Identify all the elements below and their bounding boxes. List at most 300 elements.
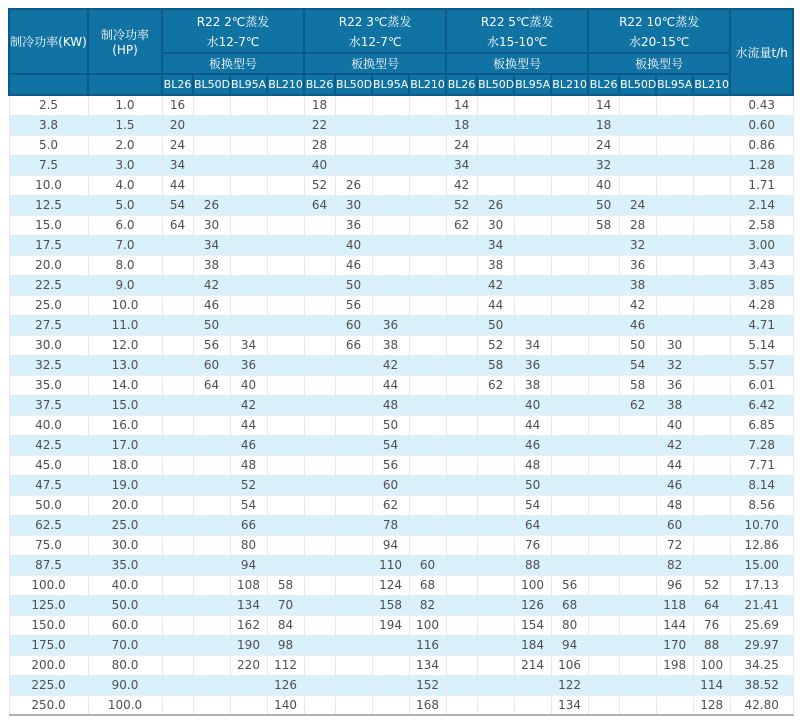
cell-model-value <box>230 135 267 155</box>
cell-model-value <box>551 315 588 335</box>
cell-model-value <box>551 255 588 275</box>
cell-model-value <box>656 195 693 215</box>
cell-model-value <box>588 315 619 335</box>
table-row <box>9 135 793 155</box>
cell-model-value <box>372 135 409 155</box>
cell-model-value <box>267 175 304 195</box>
cell-model-value <box>304 575 335 595</box>
cell-model-value <box>514 695 551 715</box>
cell-model-value <box>619 115 656 135</box>
cell-model-value <box>588 335 619 355</box>
cell-model-value <box>693 135 730 155</box>
cell-model-value: 50 <box>335 275 372 295</box>
cell-model-value <box>588 535 619 555</box>
cell-cooling-power-hp: 50.0 <box>88 595 162 615</box>
cell-water-flow: 0.43 <box>730 95 793 115</box>
cell-model-value <box>230 195 267 215</box>
cell-model-value <box>477 515 514 535</box>
cell-model-value: 126 <box>514 595 551 615</box>
cell-model-value: 30 <box>477 215 514 235</box>
cell-model-value: 34 <box>230 335 267 355</box>
cell-model-value <box>162 615 193 635</box>
cell-model-value <box>551 335 588 355</box>
cell-model-value <box>409 515 446 535</box>
cell-model-value <box>693 255 730 275</box>
table-row <box>9 515 793 535</box>
cell-model-value <box>193 135 230 155</box>
cell-model-value <box>619 175 656 195</box>
cell-cooling-power-kw: 45.0 <box>9 455 88 475</box>
cell-water-flow: 1.28 <box>730 155 793 175</box>
cell-water-flow: 12.86 <box>730 535 793 555</box>
cell-model-value <box>656 695 693 715</box>
cell-model-value: 68 <box>551 595 588 615</box>
cell-model-value <box>372 255 409 275</box>
cell-model-value <box>551 355 588 375</box>
cell-model-value: 126 <box>267 675 304 695</box>
cell-model-value <box>335 395 372 415</box>
cell-model-value <box>588 395 619 415</box>
cell-model-value: 26 <box>193 195 230 215</box>
cell-model-value: 62 <box>477 375 514 395</box>
cell-model-value <box>267 495 304 515</box>
cell-model-value <box>446 395 477 415</box>
cell-model-value <box>656 175 693 195</box>
cell-model-value: 24 <box>619 195 656 215</box>
table-row <box>9 495 793 515</box>
cell-water-flow: 15.00 <box>730 555 793 575</box>
cell-model-value <box>446 455 477 475</box>
cell-model-value: 34 <box>477 235 514 255</box>
cell-model-value <box>588 695 619 715</box>
cell-model-value <box>619 595 656 615</box>
cell-model-value: 36 <box>656 375 693 395</box>
cell-model-value <box>162 435 193 455</box>
cell-model-value <box>446 695 477 715</box>
header-group-r22-10c <box>588 9 730 53</box>
cell-model-value: 40 <box>656 415 693 435</box>
cell-model-value <box>477 395 514 415</box>
cell-model-value <box>551 195 588 215</box>
cell-model-value <box>656 275 693 295</box>
cell-model-value <box>446 575 477 595</box>
cell-cooling-power-hp: 40.0 <box>88 575 162 595</box>
table-row <box>9 95 793 115</box>
cell-model-value <box>588 435 619 455</box>
header-model-bl26: BL26 <box>588 74 619 95</box>
cell-model-value: 50 <box>193 315 230 335</box>
cell-cooling-power-kw: 5.0 <box>9 135 88 155</box>
cell-model-value <box>409 375 446 395</box>
cell-model-value <box>372 215 409 235</box>
cell-model-value <box>372 695 409 715</box>
cell-model-value: 30 <box>656 335 693 355</box>
cell-model-value <box>335 355 372 375</box>
cell-model-value: 80 <box>551 615 588 635</box>
cell-model-value <box>335 95 372 115</box>
cell-model-value <box>193 615 230 635</box>
cell-model-value <box>230 155 267 175</box>
cell-model-value <box>514 675 551 695</box>
cell-cooling-power-kw: 62.5 <box>9 515 88 535</box>
cell-model-value <box>267 235 304 255</box>
cell-model-value <box>551 295 588 315</box>
header-model-bl26: BL26 <box>162 74 193 95</box>
cell-model-value <box>446 415 477 435</box>
cell-model-value <box>477 435 514 455</box>
cell-model-value <box>409 275 446 295</box>
cell-model-value <box>656 115 693 135</box>
cell-model-value <box>693 115 730 135</box>
header-group-r22-3c <box>304 9 446 53</box>
cell-model-value <box>446 355 477 375</box>
cell-model-value <box>162 595 193 615</box>
cell-model-value <box>514 315 551 335</box>
cell-model-value <box>372 275 409 295</box>
cell-cooling-power-kw: 30.0 <box>9 335 88 355</box>
cell-model-value <box>551 475 588 495</box>
cell-model-value <box>551 215 588 235</box>
cell-model-value <box>335 435 372 455</box>
cell-model-value <box>588 415 619 435</box>
cell-model-value: 34 <box>193 235 230 255</box>
table-row <box>9 455 793 475</box>
cell-water-flow: 2.58 <box>730 215 793 235</box>
cell-cooling-power-kw: 32.5 <box>9 355 88 375</box>
cell-model-value <box>230 175 267 195</box>
cell-model-value <box>619 155 656 175</box>
cell-model-value <box>514 175 551 195</box>
cell-model-value <box>619 415 656 435</box>
cell-model-value <box>193 675 230 695</box>
cell-model-value: 60 <box>409 555 446 575</box>
cell-model-value: 26 <box>335 175 372 195</box>
cell-model-value: 38 <box>619 275 656 295</box>
cell-model-value: 38 <box>193 255 230 275</box>
cell-model-value <box>446 235 477 255</box>
cell-cooling-power-hp: 5.0 <box>88 195 162 215</box>
cell-model-value: 40 <box>304 155 335 175</box>
cell-model-value <box>335 115 372 135</box>
cell-model-value <box>162 415 193 435</box>
cell-model-value <box>446 255 477 275</box>
cell-model-value: 88 <box>514 555 551 575</box>
cell-water-flow: 4.71 <box>730 315 793 335</box>
cell-model-value: 78 <box>372 515 409 535</box>
cell-model-value <box>588 275 619 295</box>
cell-model-value <box>335 495 372 515</box>
cell-model-value <box>514 275 551 295</box>
header-empty-cell <box>88 74 162 95</box>
cell-model-value <box>193 95 230 115</box>
cell-model-value <box>477 695 514 715</box>
cell-water-flow: 4.28 <box>730 295 793 315</box>
cell-cooling-power-kw: 3.8 <box>9 115 88 135</box>
cell-model-value <box>162 315 193 335</box>
table-row <box>9 115 793 135</box>
cell-model-value <box>656 675 693 695</box>
cell-cooling-power-kw: 75.0 <box>9 535 88 555</box>
cell-model-value <box>335 655 372 675</box>
cell-model-value: 52 <box>230 475 267 495</box>
cell-model-value <box>693 215 730 235</box>
cell-model-value <box>619 515 656 535</box>
cell-model-value <box>477 175 514 195</box>
cell-model-value <box>446 615 477 635</box>
cell-model-value: 42 <box>446 175 477 195</box>
cell-model-value <box>446 435 477 455</box>
header-water-flow: 水流量t/h <box>730 9 793 95</box>
cell-cooling-power-hp: 18.0 <box>88 455 162 475</box>
cell-model-value <box>693 235 730 255</box>
cell-model-value <box>304 655 335 675</box>
cell-model-value <box>588 295 619 315</box>
cell-cooling-power-kw: 250.0 <box>9 695 88 715</box>
cell-model-value: 34 <box>514 335 551 355</box>
cell-model-value <box>193 415 230 435</box>
cell-model-value: 14 <box>446 95 477 115</box>
header-model-bl95a: BL95A <box>656 74 693 95</box>
cell-model-value <box>162 695 193 715</box>
cell-model-value <box>162 475 193 495</box>
group-title: R22 5℃蒸发 <box>480 14 554 29</box>
table-row <box>9 655 793 675</box>
cell-model-value: 60 <box>656 515 693 535</box>
cell-model-value <box>656 315 693 335</box>
cell-model-value: 154 <box>514 615 551 635</box>
cell-model-value: 100 <box>409 615 446 635</box>
header-model-bl95a: BL95A <box>372 74 409 95</box>
cell-model-value: 40 <box>230 375 267 395</box>
cell-cooling-power-kw: 200.0 <box>9 655 88 675</box>
cell-model-value: 80 <box>230 535 267 555</box>
cell-model-value: 40 <box>335 235 372 255</box>
cell-model-value: 32 <box>588 155 619 175</box>
table-row <box>9 155 793 175</box>
cell-model-value <box>409 315 446 335</box>
cell-model-value <box>514 95 551 115</box>
cell-model-value: 50 <box>619 335 656 355</box>
cell-model-value: 46 <box>193 295 230 315</box>
cell-water-flow: 17.13 <box>730 575 793 595</box>
cell-model-value <box>372 95 409 115</box>
cell-model-value <box>551 175 588 195</box>
table-header <box>9 9 793 95</box>
cell-cooling-power-kw: 47.5 <box>9 475 88 495</box>
cell-model-value: 34 <box>446 155 477 175</box>
cell-model-value <box>409 395 446 415</box>
cell-model-value <box>193 515 230 535</box>
cell-model-value <box>230 675 267 695</box>
cell-model-value <box>446 275 477 295</box>
cell-cooling-power-hp: 90.0 <box>88 675 162 695</box>
header-model-bl95a: BL95A <box>230 74 267 95</box>
cell-model-value <box>193 495 230 515</box>
table-row <box>9 355 793 375</box>
cell-model-value <box>304 495 335 515</box>
cell-model-value <box>514 295 551 315</box>
cell-model-value <box>162 575 193 595</box>
cell-cooling-power-kw: 100.0 <box>9 575 88 595</box>
cell-model-value: 52 <box>446 195 477 215</box>
cell-water-flow: 3.43 <box>730 255 793 275</box>
cell-model-value <box>619 675 656 695</box>
cell-water-flow: 6.01 <box>730 375 793 395</box>
cell-model-value <box>551 535 588 555</box>
cell-model-value: 52 <box>477 335 514 355</box>
cell-cooling-power-hp: 14.0 <box>88 375 162 395</box>
cell-model-value: 52 <box>304 175 335 195</box>
cell-cooling-power-hp: 70.0 <box>88 635 162 655</box>
cell-model-value <box>162 335 193 355</box>
cell-model-value <box>409 455 446 475</box>
cell-model-value: 54 <box>230 495 267 515</box>
cell-model-value <box>335 635 372 655</box>
cell-model-value <box>267 195 304 215</box>
cell-cooling-power-hp: 100.0 <box>88 695 162 715</box>
cell-model-value <box>551 435 588 455</box>
cell-model-value: 158 <box>372 595 409 615</box>
cell-model-value: 170 <box>656 635 693 655</box>
cell-model-value <box>446 675 477 695</box>
cell-cooling-power-hp: 60.0 <box>88 615 162 635</box>
cell-model-value <box>193 575 230 595</box>
cell-model-value <box>304 375 335 395</box>
cell-model-value <box>514 115 551 135</box>
cell-model-value <box>304 615 335 635</box>
cell-cooling-power-hp: 13.0 <box>88 355 162 375</box>
cell-model-value <box>477 575 514 595</box>
cell-model-value <box>335 375 372 395</box>
cell-model-value <box>304 395 335 415</box>
cell-model-value <box>551 95 588 115</box>
cell-model-value <box>304 355 335 375</box>
cell-model-value: 96 <box>656 575 693 595</box>
cell-model-value <box>409 95 446 115</box>
cell-model-value: 44 <box>477 295 514 315</box>
cell-model-value: 56 <box>551 575 588 595</box>
header-empty-cell <box>9 74 88 95</box>
cell-model-value: 140 <box>267 695 304 715</box>
cell-model-value: 94 <box>372 535 409 555</box>
cell-model-value <box>162 535 193 555</box>
cell-model-value: 60 <box>372 475 409 495</box>
cell-model-value <box>693 475 730 495</box>
cell-cooling-power-hp: 19.0 <box>88 475 162 495</box>
cell-model-value: 44 <box>230 415 267 435</box>
cell-cooling-power-hp: 7.0 <box>88 235 162 255</box>
cell-cooling-power-hp: 10.0 <box>88 295 162 315</box>
cell-model-value <box>477 475 514 495</box>
cell-cooling-power-hp: 20.0 <box>88 495 162 515</box>
cell-model-value: 66 <box>230 515 267 535</box>
cell-model-value: 46 <box>230 435 267 455</box>
cell-model-value: 40 <box>588 175 619 195</box>
cell-cooling-power-hp: 11.0 <box>88 315 162 335</box>
header-model-bl210: BL210 <box>693 74 730 95</box>
cell-model-value <box>193 635 230 655</box>
cell-model-value <box>619 655 656 675</box>
table-row <box>9 195 793 215</box>
table-row <box>9 215 793 235</box>
cell-model-value <box>588 615 619 635</box>
group-water-range: 水15-10℃ <box>486 34 548 49</box>
cell-model-value <box>193 695 230 715</box>
cell-cooling-power-kw: 50.0 <box>9 495 88 515</box>
cell-cooling-power-hp: 6.0 <box>88 215 162 235</box>
cell-model-value: 68 <box>409 575 446 595</box>
cell-model-value: 184 <box>514 635 551 655</box>
cell-model-value <box>588 555 619 575</box>
cell-model-value <box>477 595 514 615</box>
cell-model-value <box>551 275 588 295</box>
group-water-range: 水20-15℃ <box>628 34 690 49</box>
header-model-bl26: BL26 <box>304 74 335 95</box>
cell-model-value: 62 <box>372 495 409 515</box>
cell-model-value <box>514 195 551 215</box>
cell-model-value <box>335 415 372 435</box>
cell-model-value <box>162 375 193 395</box>
cell-model-value <box>304 415 335 435</box>
cell-model-value: 36 <box>372 315 409 335</box>
cell-model-value <box>162 275 193 295</box>
cell-model-value <box>409 255 446 275</box>
cell-model-value <box>477 455 514 475</box>
cell-model-value <box>409 235 446 255</box>
cell-model-value <box>693 535 730 555</box>
cell-model-value <box>304 435 335 455</box>
cell-model-value <box>304 695 335 715</box>
cell-model-value <box>588 495 619 515</box>
cell-model-value <box>477 555 514 575</box>
cell-model-value: 54 <box>372 435 409 455</box>
cell-cooling-power-hp: 25.0 <box>88 515 162 535</box>
cell-model-value <box>335 675 372 695</box>
cell-model-value: 36 <box>514 355 551 375</box>
cell-model-value <box>551 455 588 475</box>
cell-model-value: 44 <box>372 375 409 395</box>
cell-water-flow: 8.14 <box>730 475 793 495</box>
cell-model-value: 48 <box>656 495 693 515</box>
cell-model-value: 44 <box>656 455 693 475</box>
cell-water-flow: 0.60 <box>730 115 793 135</box>
header-model-label: 板换型号 <box>304 53 446 74</box>
cell-model-value: 46 <box>335 255 372 275</box>
cell-model-value <box>514 215 551 235</box>
cell-model-value <box>477 615 514 635</box>
cell-model-value: 84 <box>267 615 304 635</box>
cell-model-value <box>409 475 446 495</box>
cell-model-value <box>656 235 693 255</box>
cell-model-value <box>267 555 304 575</box>
cell-model-value <box>335 615 372 635</box>
cell-model-value <box>693 275 730 295</box>
cell-model-value <box>372 235 409 255</box>
cell-model-value <box>230 275 267 295</box>
cell-model-value <box>335 475 372 495</box>
cell-model-value: 128 <box>693 695 730 715</box>
cell-model-value <box>193 455 230 475</box>
cell-model-value <box>372 175 409 195</box>
cell-model-value: 24 <box>446 135 477 155</box>
cell-model-value <box>304 515 335 535</box>
cell-model-value <box>619 475 656 495</box>
cell-model-value <box>267 155 304 175</box>
cell-model-value: 58 <box>477 355 514 375</box>
cell-model-value <box>304 555 335 575</box>
cell-model-value <box>514 155 551 175</box>
cell-cooling-power-kw: 175.0 <box>9 635 88 655</box>
